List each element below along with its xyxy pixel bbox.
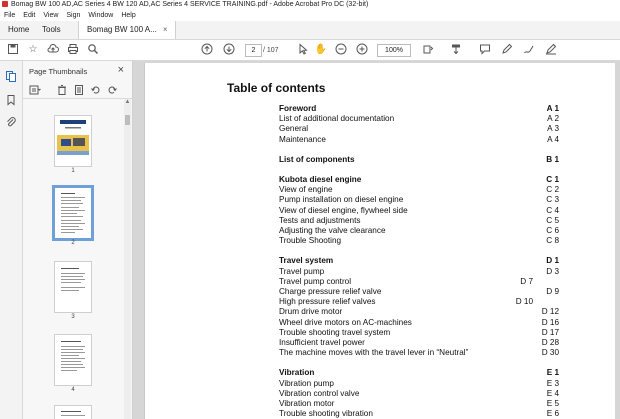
toc-entry[interactable] bbox=[279, 328, 559, 338]
page-total: / 107 bbox=[263, 47, 279, 54]
menu-sign[interactable]: Sign bbox=[66, 12, 81, 19]
toc-entry-label: The machine moves with the travel lever in “Neutral” bbox=[279, 348, 469, 358]
toc-entry-label: Charge pressure relief valve bbox=[279, 287, 382, 296]
toc-entry-label: Foreword bbox=[279, 104, 317, 113]
toc-entry-section: C 3 bbox=[546, 195, 559, 205]
toc-entry[interactable] bbox=[279, 114, 559, 124]
toc-entry[interactable] bbox=[279, 307, 559, 317]
toc-entry[interactable] bbox=[279, 175, 559, 185]
toc-entry-section: A 4 bbox=[547, 134, 559, 144]
thumbnail-scrollbar[interactable] bbox=[124, 99, 131, 419]
toc-entry-section: D 7 bbox=[520, 276, 533, 286]
toc-entry-section: D 17 bbox=[541, 327, 559, 337]
insert-page-icon[interactable] bbox=[73, 84, 85, 96]
tab-bar bbox=[0, 21, 620, 40]
cover-image bbox=[55, 116, 91, 166]
page-number-input[interactable]: 2 bbox=[245, 44, 262, 57]
toc-entry-label: Travel pump bbox=[279, 266, 325, 276]
page-thumbnail-4[interactable] bbox=[54, 334, 92, 386]
toc-entry[interactable] bbox=[279, 379, 559, 389]
toc-entry[interactable] bbox=[279, 256, 559, 266]
toc-entry-section: D 30 bbox=[541, 348, 559, 358]
pdf-page bbox=[144, 63, 615, 419]
toc-entry-label: Vibration control valve bbox=[279, 388, 360, 398]
toc-entry-section: C 6 bbox=[546, 226, 559, 235]
toc-entry[interactable] bbox=[279, 338, 559, 348]
page-thumbnails-icon[interactable] bbox=[5, 70, 17, 82]
toc-entry-section: D 1 bbox=[546, 256, 559, 266]
toc-entry[interactable] bbox=[279, 206, 559, 216]
hand-tool-icon[interactable]: ✋ bbox=[314, 44, 328, 55]
close-tab-icon[interactable]: × bbox=[162, 25, 168, 34]
toc-entry[interactable] bbox=[279, 124, 559, 134]
select-cursor-icon[interactable] bbox=[296, 43, 310, 57]
menu-file[interactable]: File bbox=[4, 12, 16, 19]
toc-entry-section: E 4 bbox=[546, 388, 559, 398]
toc-entry-section: D 12 bbox=[541, 307, 559, 317]
thumbnail-label-2: 2 bbox=[71, 240, 75, 246]
save-icon[interactable] bbox=[6, 43, 20, 57]
page-thumbnail-1[interactable] bbox=[54, 115, 92, 167]
menu-view[interactable]: View bbox=[43, 12, 59, 19]
toc-entry[interactable] bbox=[279, 267, 559, 277]
toc-entry-label: General bbox=[279, 124, 309, 134]
toc-entry-section: C 5 bbox=[546, 215, 559, 225]
toc-entry-section: E 1 bbox=[546, 368, 559, 378]
toc-entry-label: Travel pump control bbox=[279, 276, 352, 286]
toc-entry-label: Tests and adjustments bbox=[279, 215, 361, 225]
scrollbar-thumb[interactable] bbox=[125, 115, 130, 125]
toc-entry-label: Trouble shooting travel system bbox=[279, 327, 391, 337]
bookmarks-icon[interactable] bbox=[5, 94, 17, 106]
toc-entry-label: List of components bbox=[279, 154, 355, 164]
toc-entry-label: Drum drive motor bbox=[279, 307, 343, 317]
tab-tools[interactable]: Tools bbox=[42, 25, 61, 34]
scroll-mode-icon[interactable] bbox=[449, 43, 463, 57]
document-view[interactable] bbox=[133, 61, 620, 419]
draw-icon[interactable] bbox=[522, 43, 536, 57]
toc-entry[interactable] bbox=[279, 348, 559, 358]
toc-entry-label: Wheel drive motors on AC-machines bbox=[279, 317, 412, 327]
print-icon[interactable] bbox=[66, 43, 80, 57]
thumbnail-label-4: 4 bbox=[71, 387, 75, 393]
toc-entry-label: View of diesel engine, flywheel side bbox=[279, 205, 408, 215]
tab-document-label: Bomag BW 100 A... bbox=[87, 25, 157, 34]
toc-entry-section: D 3 bbox=[546, 266, 559, 276]
toc-entry-section: C 4 bbox=[546, 205, 559, 215]
toc-entry-section: A 2 bbox=[547, 114, 559, 124]
page-thumbnail-2[interactable] bbox=[54, 187, 92, 239]
zoom-level-dropdown[interactable]: 100% bbox=[377, 44, 411, 57]
zoom-in-icon[interactable] bbox=[355, 43, 369, 57]
toc-entry-section: E 6 bbox=[546, 409, 559, 419]
toc-entry[interactable] bbox=[279, 104, 559, 114]
title-bar bbox=[0, 0, 620, 10]
panel-toolbar bbox=[23, 81, 132, 99]
toc-entry-section: E 5 bbox=[546, 399, 559, 408]
fill-sign-icon[interactable] bbox=[544, 43, 558, 57]
menu-window[interactable]: Window bbox=[88, 12, 114, 19]
close-panel-icon[interactable]: × bbox=[117, 64, 124, 76]
toc-entry[interactable] bbox=[279, 185, 559, 195]
bookmark-star-icon[interactable]: ☆ bbox=[28, 44, 38, 55]
menu-help[interactable]: Help bbox=[121, 12, 136, 19]
toc-entry-label: Vibration bbox=[279, 368, 315, 378]
attachments-icon[interactable] bbox=[5, 116, 17, 128]
thumbnail-label-1: 1 bbox=[71, 168, 75, 174]
rotate-counterclockwise-icon[interactable] bbox=[90, 84, 102, 96]
tab-home[interactable]: Home bbox=[8, 25, 30, 34]
left-navigation-rail bbox=[0, 61, 23, 419]
previous-page-icon[interactable] bbox=[200, 43, 214, 57]
menu-bar bbox=[0, 10, 620, 21]
page-title: Table of contents bbox=[227, 81, 326, 95]
toc-entry[interactable] bbox=[279, 216, 559, 226]
comment-icon[interactable] bbox=[478, 43, 492, 57]
page-fit-icon[interactable] bbox=[421, 43, 435, 57]
rotate-clockwise-icon[interactable] bbox=[106, 84, 118, 96]
toc-entry-section: C 1 bbox=[546, 175, 559, 184]
toc-entry-label: Insufficient travel power bbox=[279, 338, 365, 347]
menu-edit[interactable]: Edit bbox=[23, 12, 36, 19]
toc-entry[interactable] bbox=[279, 409, 559, 419]
toc-entry[interactable] bbox=[279, 155, 559, 165]
window-title: Bomag BW 100 AD,AC Series 4 BW 120 AD,AC Series 4 SERVICE TRAINING.pdf - Adobe Acrobat Pro DC (32-bit) bbox=[11, 1, 369, 8]
toc-entry-section: D 10 bbox=[515, 297, 533, 307]
page-thumbnails-panel bbox=[23, 61, 133, 419]
toc-entry-section: B 1 bbox=[546, 154, 559, 164]
scroll-up-icon[interactable]: ▲ bbox=[124, 99, 131, 105]
toc-entry-label: View of engine bbox=[279, 185, 333, 195]
toc-entry-section: D 16 bbox=[541, 317, 559, 327]
toc-entry[interactable] bbox=[279, 135, 559, 145]
search-icon[interactable] bbox=[86, 43, 100, 57]
toc-entry-label: Vibration pump bbox=[279, 378, 334, 388]
acrobat-logo-icon bbox=[2, 1, 8, 7]
toc-entry[interactable] bbox=[279, 195, 559, 205]
toc-entry-label: Vibration motor bbox=[279, 399, 335, 408]
toc-entry[interactable] bbox=[279, 287, 559, 297]
toc-entry-section: E 3 bbox=[546, 378, 559, 388]
toc-entry-section: D 28 bbox=[541, 338, 559, 347]
toc-entry[interactable] bbox=[279, 399, 559, 409]
next-page-icon[interactable] bbox=[222, 43, 236, 57]
delete-page-icon[interactable] bbox=[56, 84, 68, 96]
options-menu-icon[interactable] bbox=[29, 84, 41, 96]
toc-entry-label: Maintenance bbox=[279, 134, 326, 144]
toc-entry[interactable] bbox=[279, 277, 559, 287]
toc-entry-section: C 2 bbox=[546, 185, 559, 195]
toc-entry-label: Travel system bbox=[279, 256, 334, 266]
toc-entry-label: Kubota diesel engine bbox=[279, 175, 362, 184]
panel-title: Page Thumbnails bbox=[29, 67, 88, 76]
toc-entry-section: C 8 bbox=[546, 236, 559, 246]
toc-entry[interactable] bbox=[279, 226, 559, 236]
toc-entry[interactable] bbox=[279, 297, 559, 307]
upload-cloud-icon[interactable] bbox=[46, 43, 60, 57]
toc-entry-label: Adjusting the valve clearance bbox=[279, 226, 386, 235]
toc-entry-section: A 1 bbox=[546, 104, 559, 113]
toc-entry-label: Pump installation on diesel engine bbox=[279, 195, 404, 205]
toc-entry-section: A 3 bbox=[547, 124, 559, 134]
toolbar bbox=[0, 40, 620, 61]
thumbnail-list bbox=[23, 99, 123, 419]
toc-entry-label: Trouble Shooting bbox=[279, 236, 342, 246]
page-thumbnail-5[interactable] bbox=[54, 405, 92, 419]
toc-entry-label: List of additional documentation bbox=[279, 114, 395, 124]
toc-entry-label: Trouble shooting vibration bbox=[279, 409, 373, 419]
toc-entry[interactable] bbox=[279, 389, 559, 399]
toc-entry[interactable] bbox=[279, 236, 559, 246]
zoom-out-icon[interactable] bbox=[334, 43, 348, 57]
highlight-pen-icon[interactable] bbox=[500, 43, 514, 57]
thumbnail-label-3: 3 bbox=[71, 314, 75, 320]
toc-entry-label: High pressure relief valves bbox=[279, 297, 376, 307]
toc-entry-section: D 9 bbox=[546, 287, 559, 296]
toc-entry[interactable] bbox=[279, 318, 559, 328]
tab-document[interactable] bbox=[78, 21, 176, 39]
page-thumbnail-3[interactable] bbox=[54, 261, 92, 313]
toc-entry[interactable] bbox=[279, 368, 559, 378]
